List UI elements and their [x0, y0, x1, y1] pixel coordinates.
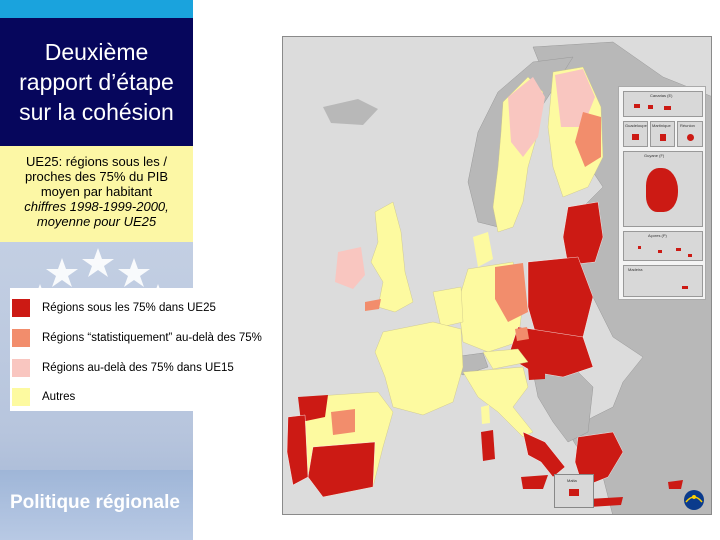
- subtitle-box: [0, 146, 193, 242]
- inset-label: Madeira: [628, 267, 643, 272]
- title-line-2: rapport d’étape: [19, 69, 174, 95]
- title-box: [0, 18, 193, 146]
- malta-label: Malta: [567, 478, 577, 483]
- legend: [10, 288, 282, 411]
- inset-label: Açores (P): [648, 233, 667, 238]
- inset-label: Guyane (F): [644, 153, 665, 158]
- footer-label: Politique régionale: [10, 492, 180, 513]
- legend-item-below-75: [12, 298, 216, 318]
- inset-label: Réunion: [680, 123, 695, 128]
- outermost-regions-insets: [618, 86, 706, 300]
- inset-guadeloupe: [623, 121, 648, 147]
- inset-martinique: [650, 121, 675, 147]
- inset-region: [658, 250, 662, 253]
- legend-label: Régions sous les 75% dans UE25: [42, 302, 216, 314]
- legend-label: Régions au-delà des 75% dans UE15: [42, 362, 234, 374]
- slovenia: [528, 367, 545, 380]
- subtitle-line-5: moyenne pour UE25: [36, 214, 157, 229]
- legend-label: Régions “statistiquement” au-delà des 75%: [42, 332, 262, 344]
- prague: [515, 327, 529, 341]
- title-line-3: sur la cohésion: [19, 99, 174, 125]
- inset-region: [676, 248, 681, 251]
- spain-center: [331, 409, 355, 435]
- legend-swatch: [12, 329, 30, 347]
- legend-swatch: [12, 359, 30, 377]
- corsica: [481, 405, 490, 424]
- top-strip: [0, 0, 193, 18]
- inset-region: [660, 134, 666, 141]
- spain-south: [308, 442, 375, 497]
- inset-region: [682, 286, 688, 289]
- inset-label: Canarias (E): [650, 93, 673, 98]
- title-line-1: Deuxième: [44, 39, 149, 65]
- inset-region: [634, 104, 640, 108]
- eu-regional-policy-logo-icon: [680, 488, 708, 512]
- legend-swatch: [12, 388, 30, 406]
- subtitle-line-1: UE25: régions sous les /: [26, 154, 167, 169]
- inset-region: [638, 246, 641, 249]
- inset-region: [687, 134, 694, 141]
- inset-madeira: [623, 265, 703, 297]
- inset-reunion: [677, 121, 703, 147]
- inset-acores: [623, 231, 703, 261]
- inset-region: [664, 106, 671, 110]
- inset-region: [646, 168, 678, 212]
- legend-label: Autres: [42, 391, 76, 403]
- legend-item-above-eu15: [12, 358, 234, 378]
- legend-item-others: [12, 387, 75, 407]
- legend-swatch: [12, 299, 30, 317]
- malta-inset: [554, 474, 594, 508]
- baltics: [563, 202, 603, 265]
- inset-label: Martinique: [652, 123, 671, 128]
- inset-canarias: [623, 91, 703, 117]
- malta-region: [569, 489, 579, 496]
- subtitle-line-4: chiffres 1998-1999-2000,: [24, 199, 169, 214]
- inset-region: [648, 105, 653, 109]
- subtitle-line-2: proches des 75% du PIB: [24, 169, 169, 184]
- inset-region: [688, 254, 692, 257]
- inset-guyane: [623, 151, 703, 227]
- inset-label: Guadeloupe: [625, 123, 647, 128]
- subtitle-line-3: moyen par habitant: [40, 184, 153, 199]
- legend-item-statistical: [12, 328, 262, 348]
- inset-region: [632, 134, 639, 140]
- sardinia: [481, 430, 495, 461]
